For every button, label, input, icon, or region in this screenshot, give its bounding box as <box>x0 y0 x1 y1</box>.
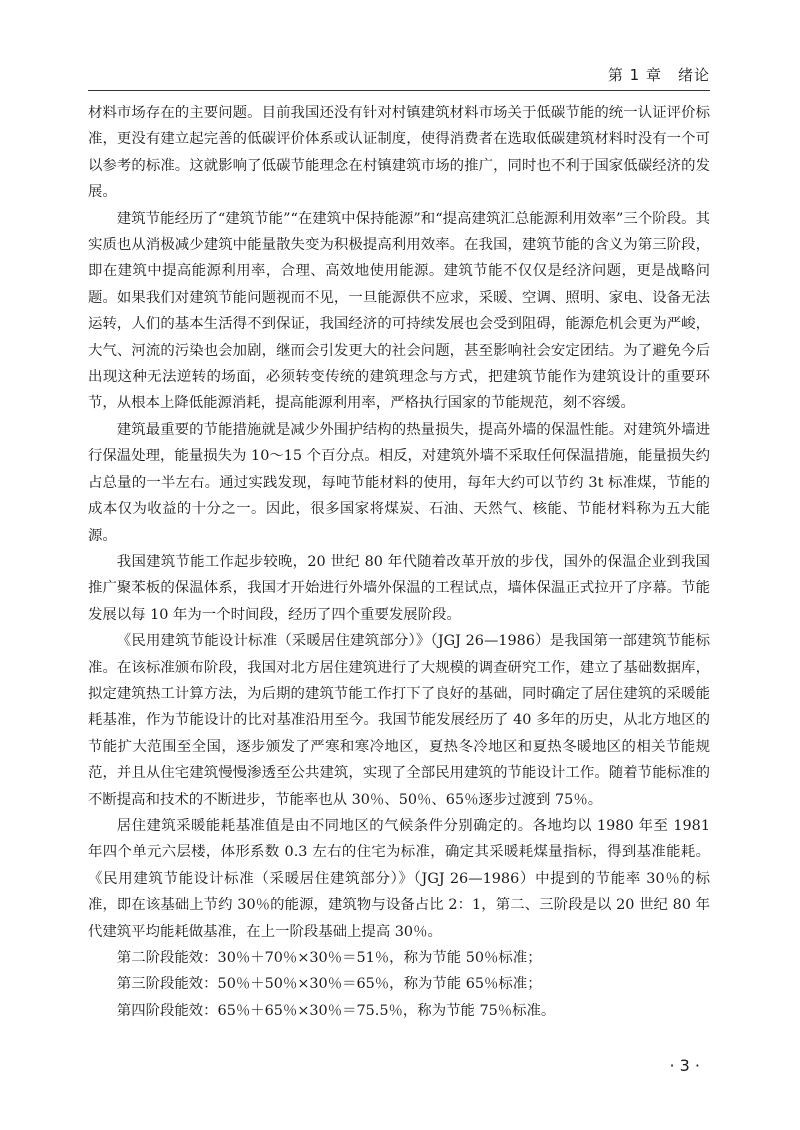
chapter-title: 第 1 章 绪论 <box>607 66 710 84</box>
paragraph: 《民用建筑节能设计标准（采暖居住建筑部分）》（JGJ 26—1986）是我国第一部建筑节能标准。在该标准颁布阶段，我国对北方居住建筑进行了大规模的调查研究工作，建立了基础数据库，拟定建筑热工计算方法，为后期的建筑节能工作打下了良好的基础，同时确定了居住建筑的采暖能耗基准，作为节能设计的比对基准沿用至今。我国节能发展经历了 40 多年的历史，从北方地区的节能扩大范围至全国，逐步颁发了严寒和寒冷地区，夏热冬冷地区和夏热冬暖地区的相关节能规范，并且从住宅建筑慢慢渗透至公共建筑，实现了全部民用建筑的节能设计工作。随着节能标准的不断提高和技术的不断进步，节能率也从 30％、50％、65％逐步过渡到 75％。 <box>88 633 710 808</box>
formula-line: 第四阶段能效：65％＋65％×30％＝75.5％，称为节能 75％标准。 <box>116 1002 556 1019</box>
paragraph: 居住建筑采暖能耗基准值是由不同地区的气候条件分别确定的。各地均以 1980 年至 1981 年四个单元六层楼，体形系数 0.3 左右的住宅为标准，确定其采暖耗煤量指标，得到基准能耗。《民用建筑节能设计标准（采暖居住建筑部分）》（JGJ 26—1986）中提到的节能率 30％的标准，即在该基础上节约 30％的能源，建筑物与设备占比 2：1，第二、三阶段是以 20 世纪 80 年代建筑平均能耗做基准，在上一阶段基础上提高 30％。 <box>88 817 710 940</box>
formula-line: 第三阶段能效：50％＋50％×30％＝65％，称为节能 65％标准； <box>116 976 542 993</box>
page-number: · 3 · <box>669 1056 700 1075</box>
formula-line: 第二阶段能效：30％＋70％×30％＝51％，称为节能 50％标准； <box>116 950 542 966</box>
running-header <box>88 62 710 91</box>
paragraph: 我国建筑节能工作起步较晚，20 世纪 80 年代随着改革开放的步伐，国外的保温企业到我国推广聚苯板的保温体系，我国才开始进行外墙外保温的工程试点，墙体保温正式拉开了序幕。节能发展以每 10 年为一个时间段，经历了四个重要发展阶段。 <box>88 553 710 623</box>
paragraph: 建筑节能经历了“建筑节能”“在建筑中保持能源”和“提高建筑汇总能源利用效率”三个阶段。其实质也从消极减少建筑中能量散失变为积极提高利用效率。在我国，建筑节能的含义为第三阶段，即在建筑中提高能源利用率，合理、高效地使用能源。建筑节能不仅仅是经济问题，更是战略问题。如果我们对建筑节能问题视而不见，一旦能源供不应求，采暖、空调、照明、家电、设备无法运转，人们的基本生活得不到保证，我国经济的可持续发展也会受到阻碍，能源危机会更为严峻，大气、河流的污染也会加剧，继而会引发更大的社会问题，甚至影响社会安定团结。为了避免今后出现这种无法逆转的场面，必须转变传统的建筑理念与方式，把建筑节能作为建筑设计的重要环节，从根本上降低能源消耗，提高能源利用率，严格执行国家的节能规范，刻不容缓。 <box>88 210 710 412</box>
page-body <box>88 100 710 1024</box>
paragraph: 建筑最重要的节能措施就是减少外围护结构的热量损失，提高外墙的保温性能。对建筑外墙进行保温处理，能量损失为 10～15 个百分点。相反，对建筑外墙不采取任何保温措施，能量损失约占总量的一半左右。通过实践发现，每吨节能材料的使用，每年大约可以节约 3t 标准煤，节能的成本仅为收益的十分之一。因此，很多国家将煤炭、石油、天然气、核能、节能材料称为五大能源。 <box>88 421 710 544</box>
paragraph-continuation: 材料市场存在的主要问题。目前我国还没有针对村镇建筑材料市场关于低碳节能的统一认证评价标准，更没有建立起完善的低碳评价体系或认证制度，使得消费者在选取低碳建筑材料时没有一个可以参考的标准。这就影响了低碳节能理念在村镇建筑市场的推广，同时也不利于国家低碳经济的发展。 <box>88 105 710 201</box>
